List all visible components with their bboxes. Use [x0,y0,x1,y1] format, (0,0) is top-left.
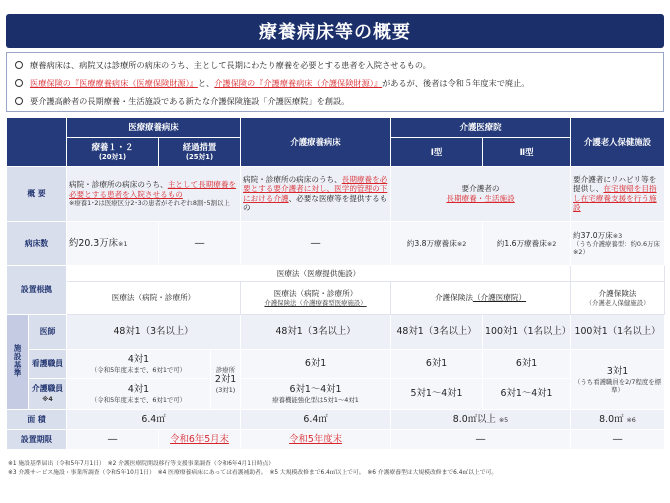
bullet-text-3: 要介護高齢者の長期療養・生活施設である新たな介護保険施設「介護医療院」を創設。 [30,95,350,106]
nurse-iryo-value: 4対1 [127,354,150,366]
gaiyo-kaigo-text-a: 病院・診療所の病床のうち、 [243,174,342,184]
care-type2-cell: 6対1～4対1 [483,379,571,410]
nurse-type2-cell: 6対1 [483,350,571,379]
care-iryo-value: 4対1 [127,384,150,396]
care-kaigo-value: 6対1～4対1 [289,384,342,396]
beds-type2-note: ※2 [546,239,557,248]
beds-type1-cell [391,222,483,266]
circle-bullet-icon [15,79,23,87]
footnote-line-2: ※3 介護サービス施設・事業所調査（令和5年10月1日） ※4 医療療養病床にあっては看護補助者。 ※5 大規模改修まで6.4㎡以上で可。 ※6 介護療養型は大規模改修まで6.4㎡以上で可。 [8,470,498,477]
row-label-gaiyo: 概 要 [7,166,67,221]
nurse-type1-cell: 6対1 [391,350,483,379]
nurse-iryo-note: （令和5年度末まで、6対1で可） [90,366,187,375]
beds-keika-cell: ― [159,222,241,266]
row-label-standards [7,314,29,409]
care-iryo-note: （令和5年度末まで、6対1で可） [90,395,187,404]
area-iryoin-note: ※5 [498,415,509,424]
header-ryoyo-1-2-label: 療養１・２ [91,142,134,153]
legal-kaigo-text: 医療法（病院・診療所） [273,289,358,299]
bullet-item-2 [13,74,657,92]
clinic-label: 診療所 [215,365,236,374]
header-kaigo-iryoin: 介護医療院 [391,118,571,138]
beds-type1-note: ※2 [456,239,467,248]
header-ryoyo-1-2 [67,137,159,166]
legal-top-blank [571,266,665,281]
beds-rojin-sub [573,240,662,256]
bullet-2-mid1: と、 [197,77,215,88]
gaiyo-kaigo-text-b: 長期療養を必要とする要介護者に対し、医学的管理の下における介護 [243,174,388,203]
doctor-kaigo-cell: 48対1（3名以上） [241,314,391,349]
nurse-rojin-cell [571,350,665,410]
row-label-beds: 病床数 [7,222,67,266]
beds-iryo-cell [67,222,159,266]
doctor-type1-cell: 48対1（3名以上） [391,314,483,349]
legal-iryoin-cell [391,281,571,314]
bullet-text-2 [30,78,529,89]
legal-rojin-sub: （介護老人保健施設） [585,298,650,307]
bullet-2-mid2: があるが、後者は令和５年度末で廃止。 [382,77,530,88]
bullet-item-1 [13,56,657,74]
header-type-2: Ⅱ型 [483,137,571,166]
footnote-line-1: ※1 施設基準届出（令和5年7月1日） ※2 介護医療院開設移行等支援事業調査（令和6年4月1日時点） [8,461,275,467]
row-label-area: 面 積 [7,410,67,430]
legal-iryo-cell: 医療法（病院・診療所） [67,281,241,314]
beds-rojin-value: 約37.0万床 [573,230,613,240]
gaiyo-iryo-note: ※療養1･2は医療区分2･3の患者がそれぞれ8割･5割以上 [69,199,230,208]
header-keika-sochi-ratio: (25対1) [185,152,214,161]
doctor-type2-cell: 100対1（1名以上） [483,314,571,349]
beds-rojin-cell [571,222,665,266]
header-kaigo-ryoyo: 介護療養病床 [241,118,391,167]
nurse-iryo-cell [67,350,211,379]
bullet-2-iryo-highlight: 医療保険の『医療療養病床（医療保険財源）』 [30,77,198,88]
summary-box [6,52,664,112]
area-rojin-cell [571,410,665,430]
gaiyo-iryo-text-a: 病院・診療所の病床のうち、 [69,180,168,190]
gaiyo-rojin-text-b: 在宅復帰を目指し在宅療養支援を行う施設 [573,184,657,213]
beds-type2-cell [483,222,571,266]
gaiyo-iryoin-cell [391,166,571,221]
legal-rojin-text: 介護保険法 [598,289,637,299]
area-iryoin-value: 8.0㎡以上 [452,413,496,425]
legal-kaigo-cell [241,281,391,314]
clinic-ratio: 2対1 [214,373,237,385]
header-rojin-hoken: 介護老人保健施設 [571,118,665,167]
area-rojin-value: 8.0㎡ [599,413,624,425]
beds-rojin-note: ※3 [612,231,623,240]
area-iryoin-cell [391,410,571,430]
area-rojin-note: ※6 [626,415,636,424]
nurse-kaigo-cell: 6対1 [241,350,391,379]
row-label-care [29,379,67,410]
doctor-iryo-cell: 48対1（3名以上） [67,314,241,349]
row-label-doctor: 医師 [29,314,67,349]
clinic-ratio-note: (3対1) [215,385,236,394]
area-kaigo-cell: 6.4㎡ [241,410,391,430]
header-type-1: Ⅰ型 [391,137,483,166]
care-label-note: ※4 [42,395,53,404]
header-ryoyo-1-2-ratio: (20対1) [98,152,127,161]
beds-rojin-sub-text: （うち介護療養型：約0.6万床 [573,240,660,249]
deadline-iryoin-cell: ― [391,430,571,450]
care-kaigo-note: 療養機能強化型は5対1～4対1 [272,395,359,404]
header-iryo-ryoyo: 医療療養病床 [67,118,241,138]
circle-bullet-icon [15,97,23,105]
beds-iryo-value: 約20.3万床 [69,237,118,249]
beds-kaigo-cell: ― [241,222,391,266]
gaiyo-iryoin-text-a: 要介護者の [461,184,500,194]
legal-rojin-cell [571,281,665,314]
gaiyo-rojin-text-a: 要介護者にリハビリ等を提供し、 [573,174,657,194]
doctor-rojin-cell: 100対1（1名以上） [571,314,665,349]
deadline-iryo-cell: ― [67,430,159,450]
gaiyo-iryo-cell [67,166,241,221]
deadline-kaigo-cell: 令和5年度末 [241,430,391,450]
gaiyo-iryo-text-b: 主として長期療養を必要とする患者を入院させるもの [69,180,237,199]
bullet-item-3 [13,92,657,110]
clinic-ratio-cell [211,350,241,410]
care-type1-cell: 5対1～4対1 [391,379,483,410]
footnotes [8,460,664,479]
beds-type1-value: 約3.8万療養床 [406,238,457,248]
circle-bullet-icon [15,61,23,69]
header-keika-sochi-label: 経過措置 [182,142,217,153]
header-corner [7,118,67,167]
gaiyo-kaigo-cell [241,166,391,221]
deadline-rojin-cell: ― [571,430,665,450]
beds-iryo-note: ※1 [118,239,128,248]
page-title: 療養病床等の概要 [6,14,664,48]
legal-kaigo-sub: 介護保険法（介護療養型医療施設） [264,298,367,307]
comparison-table [6,117,665,450]
row-label-nurse: 看護職員 [29,350,67,379]
header-keika-sochi [159,137,241,166]
care-kaigo-cell [241,379,391,410]
standards-label-text: 施設基準 [13,344,23,378]
row-label-deadline: 設置期限 [7,430,67,450]
beds-type2-value: 約1.6万療養床 [496,238,547,248]
legal-iryoin-text-b: （介護医療院） [472,293,527,303]
row-label-legal: 設置根拠 [7,266,67,315]
care-label-text: 介護職員 [31,384,64,394]
area-iryo-cell: 6.4㎡ [67,410,241,430]
bullet-2-kaigo-highlight: 介護保険の『介護療養病床（介護保険財源）』 [214,77,383,88]
deadline-keika-cell: 令和6年5月末 [159,430,241,450]
care-iryo-cell [67,379,211,410]
legal-top-cell: 医療法（医療提供施設） [67,266,571,281]
gaiyo-kaigo-text-c: 、必要な医療等を提供するもの [243,193,388,213]
nurse-rojin-note: （うち看護職員を2/7程度を標準） [574,377,662,394]
bullet-text-1: 療養病床は、病院又は診療所の病床のうち、主として長期にわたり療養を必要とする患者を入院させるもの。 [30,59,431,70]
gaiyo-iryoin-text-b: 長期療養・生活施設 [446,193,515,203]
legal-iryoin-text-a: 介護保険法 [434,293,473,303]
nurse-rojin-value: 3対1 [606,365,629,377]
beds-rojin-sub-note: ※2） [573,248,589,257]
gaiyo-rojin-cell [571,166,665,221]
